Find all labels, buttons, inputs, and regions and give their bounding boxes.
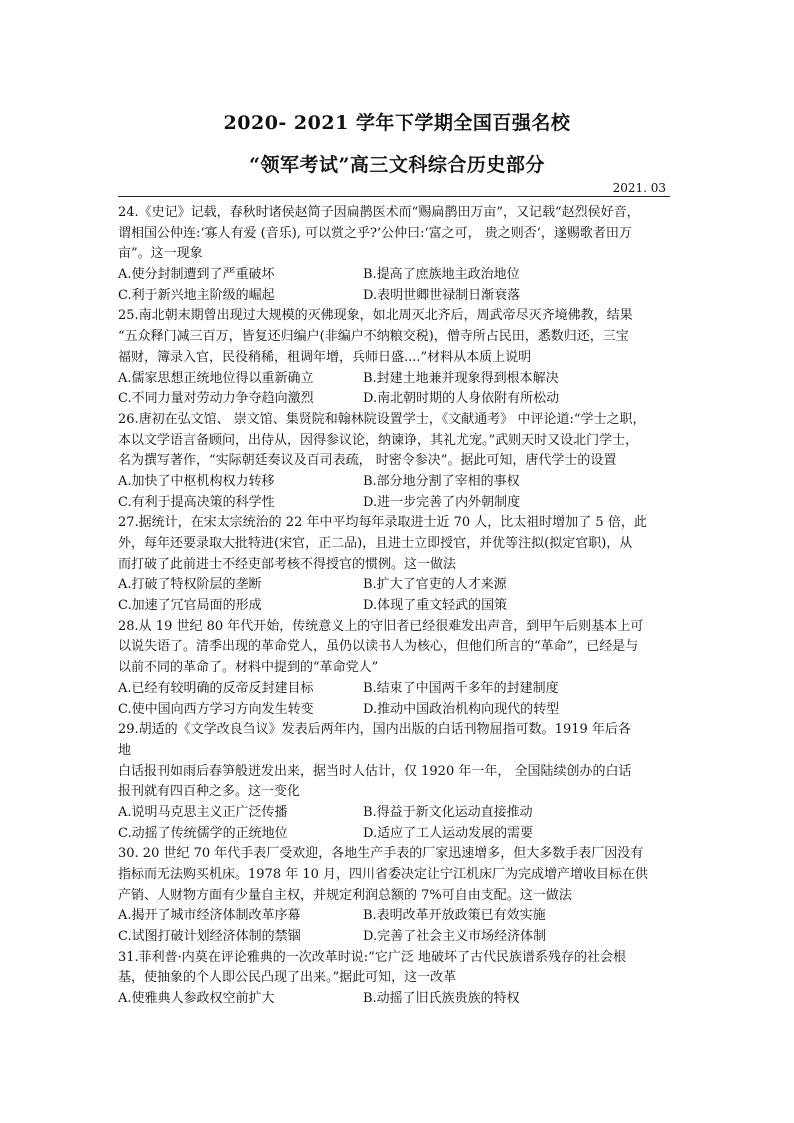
answer-option: C.有利于提高决策的科学性 [118, 494, 275, 510]
option-row [118, 679, 678, 700]
question-stem-line: 27.据统计，在宋太宗统治的 22 年中平均每年录取进士近 70 人，比太祖时增加了 5 倍，此 [118, 515, 647, 531]
question-list [118, 203, 678, 1010]
question-block [118, 844, 678, 947]
question-stem-line: 指标而无法购买机床。1978 年 10 月，四川省委决定让宁江机床厂为完成增产增收目标在供 [118, 867, 649, 882]
question-stem-line: 福财，簿录入官，民役稍稀，租调年增，兵师日盛....”材料从本质上说明 [118, 349, 532, 365]
question-stem-line: 外，每年还要录取大批特进(宋官，正二品)，且进士立即授官，并优等注拟(拟定官职)，从 [118, 536, 633, 551]
answer-option: D.完善了社会主义市场经济体制 [363, 929, 547, 945]
answer-option: A.揭开了城市经济体制改革序幕 [118, 908, 301, 924]
answer-option: A.已经有较明确的反帝反封建目标 [118, 680, 314, 696]
question-stem-line: 26.唐初在弘文馆、 崇文馆、集贤院和翰林院设置学士，《文献通考》 中评论道:“学士之职， [118, 411, 646, 427]
answer-option: A.儒家思想正统地位得以重新确立 [118, 370, 314, 386]
question-stem-line: 25.南北朝末期曾出现过大规模的灭佛现象，如北周灭北齐后，周武帝尽灭齐境佛教，结果 [118, 308, 633, 324]
answer-option: C.不同力量对劳动力争夺趋向激烈 [118, 391, 314, 407]
exam-title-line1: 2020- 2021 学年下学期全国百强名校 [223, 112, 571, 134]
answer-option: B.表明改革开放政策已有效实施 [363, 908, 546, 924]
option-row [118, 369, 678, 390]
question-stem-line: 名为撰写著作，“实际朝廷奏议及百司表疏， 时密令参决”。据此可知，唐代学士的设置 [118, 453, 617, 469]
question-block [118, 720, 678, 844]
question-stem-line: 29.胡适的《文学改良刍议》发表后两年内，国内出版的白话刊物屈指可数。1919 年后各 [118, 722, 631, 738]
question-stem-line: 白话报刊如雨后春笋般迸发出来，据当时人估计，仅 1920 年一年， 全国陆续创办的白话 [118, 763, 632, 779]
answer-option: D.适应了工人运动发展的需要 [363, 825, 534, 841]
option-row [118, 286, 678, 307]
answer-option: A.说明马克思主义正广泛传播 [118, 804, 288, 820]
question-stem-line: 24.《史记》记载，春秋时诸侯赵简子因扁鹊医术而“赐扁鹊田万亩”，又记载“赵烈侯好音， [118, 205, 640, 220]
question-block [118, 948, 678, 1010]
answer-option: D.南北朝时期的人身依附有所松动 [363, 391, 560, 407]
question-block [118, 617, 678, 720]
answer-option: B.提高了庶族地主政治地位 [363, 267, 520, 283]
answer-option: D.表明世卿世禄制日渐衰落 [363, 287, 521, 303]
question-stem-line: 30. 20 世纪 70 年代手表厂受欢迎，各地生产手表的厂家迅速增多，但大多数手表厂因没有 [118, 846, 644, 862]
question-stem-line: 以说失语了。清季出现的革命党人，虽仍以读书人为核心，但他们所言的“革命”，已经是与 [118, 639, 639, 655]
question-block [118, 410, 678, 513]
option-row [118, 824, 678, 845]
header-divider [118, 196, 670, 197]
question-stem-line: 谓相国公仲连:‘寡人有爱 (音乐), 可以赏之乎?’公仲曰:‘富之可， 贵之则否’，遂赐歌者田万 [118, 225, 632, 241]
question-block [118, 306, 678, 409]
question-stem-line: 亩”。这一现象 [118, 246, 203, 262]
answer-option: A.使分封制遭到了严重破坏 [118, 267, 275, 283]
option-row [118, 906, 678, 927]
question-stem-line: 本以文学语言备顾问，出侍从，因得参议论，纳谏诤，其礼尤宠。”武则天时又设北门学士， [118, 432, 639, 448]
option-row [118, 265, 678, 286]
question-block [118, 203, 678, 306]
option-row [118, 700, 678, 721]
question-stem-line: 基，使抽象的个人即公民凸现了出来。”据此可知，这一改革 [118, 970, 457, 986]
answer-option: A.打破了特权阶层的垄断 [118, 577, 262, 593]
answer-option: B.结束了中国两千多年的封建制度 [363, 680, 559, 696]
answer-option: D.进一步完善了内外朝制度 [363, 494, 521, 510]
option-row [118, 472, 678, 493]
answer-option: D.体现了重文轻武的国策 [363, 598, 508, 614]
answer-option: C.试图打破计划经济体制的禁锢 [118, 929, 301, 945]
answer-option: B.得益于新文化运动直接推动 [363, 804, 533, 820]
question-stem-line: 而打破了此前进士不经吏部考核不得授官的惯例。这一做法 [118, 556, 457, 572]
answer-option: A.使雅典人参政权空前扩大 [118, 991, 275, 1007]
answer-option: A.加快了中枢机构权力转移 [118, 473, 275, 489]
option-row [118, 989, 678, 1010]
answer-option: B.动摇了旧氏族贵族的特权 [363, 991, 520, 1007]
answer-option: D.推动中国政治机构向现代的转型 [363, 701, 560, 717]
option-row [118, 927, 678, 948]
question-stem-line: 产销、人财物方面有少量自主权，并规定利润总额的 7%可自由支配。这一做法 [118, 887, 572, 903]
answer-option: B.封建土地兼并现象得到根本解决 [363, 370, 559, 386]
exam-title-line2: “领军考试”高三文科综合历史部分 [249, 154, 545, 176]
question-block [118, 513, 678, 616]
question-stem-line: 报刊就有四百种之多。这一变化 [118, 784, 301, 800]
answer-option: C.使中国向西方学习方向发生转变 [118, 701, 314, 717]
option-row [118, 575, 678, 596]
option-row [118, 803, 678, 824]
answer-option: C.动摇了传统儒学的正统地位 [118, 825, 288, 841]
option-row [118, 493, 678, 514]
answer-option: C.利于新兴地主阶级的崛起 [118, 287, 275, 303]
option-row [118, 596, 678, 617]
option-row [118, 389, 678, 410]
question-stem-line: 31.菲利普·内莫在评论雅典的一次改革时说:“它广泛 地破坏了古代民族谱系残存的社会根 [118, 949, 626, 965]
answer-option: C.加速了冗官局面的形成 [118, 598, 262, 614]
answer-option: B.扩大了官吏的人才来源 [363, 577, 507, 593]
exam-date: 2021. 03 [612, 181, 666, 195]
question-stem-line: 以前不同的革命了。材料中提到的“革命党人” [118, 660, 379, 676]
question-stem-line: 28.从 19 世纪 80 年代开始，传统意义上的守旧者已经很难发出声音，到甲午后则基本上可 [118, 618, 644, 634]
question-stem-line: 地 [118, 742, 132, 758]
question-stem-line: “五众释门减三百万，皆复还归编户(非编户不纳粮交税)，僧寺所占民田，悉数归还，三宝 [118, 329, 629, 345]
answer-option: B.部分地分割了宰相的事权 [363, 473, 520, 489]
